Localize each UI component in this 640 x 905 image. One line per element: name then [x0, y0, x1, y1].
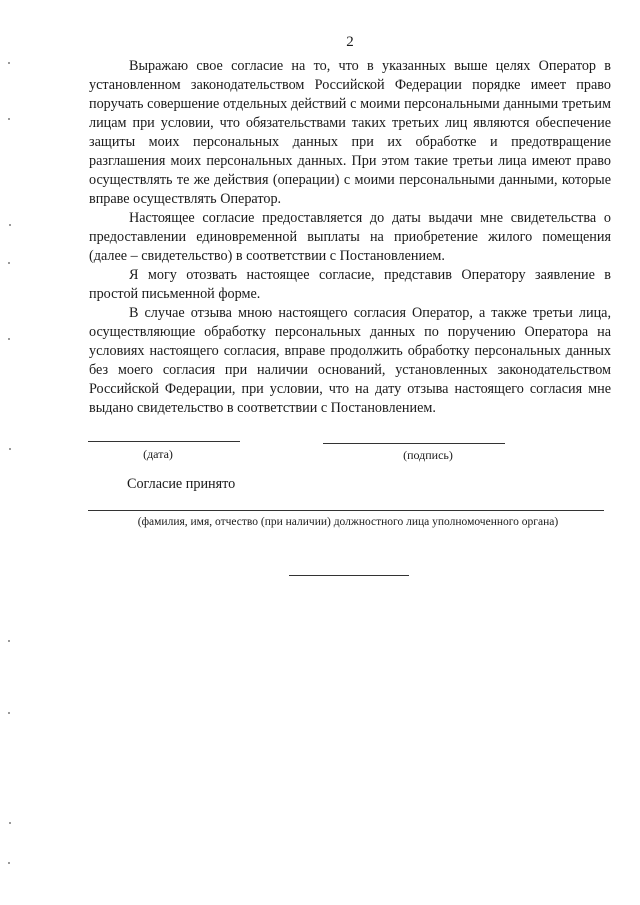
official-name-line[interactable]: [88, 510, 604, 511]
signature-line[interactable]: [323, 443, 505, 444]
scan-mark: [8, 862, 10, 864]
scan-mark: [8, 262, 10, 264]
scan-mark: [8, 640, 10, 642]
date-line[interactable]: [88, 441, 240, 442]
scan-mark: [9, 822, 11, 824]
scan-mark: [8, 338, 10, 340]
official-caption: (фамилия, имя, отчество (при наличии) должностного лица уполномоченного органа): [137, 516, 559, 528]
acceptance-title: Согласие принято: [127, 476, 236, 492]
page-number: 2: [346, 34, 354, 50]
scan-mark: [9, 448, 11, 450]
paragraph-third-parties: Выражаю свое согласие на то, что в указанных выше целях Оператор в установленном законодательством Российской Федерации порядке имеет право поручать совершение отдельных действий с моими персональными данными третьим лицам при условии, что обязательствами таких третьих лиц являются обеспечение защиты моих персональных данных при их обработке и предотвращение разглашения моих персональных данных. При этом такие третьи лица имеют право осуществлять те же действия (операции) с моими персональными данными, которые вправе осуществлять Оператор.: [89, 58, 611, 207]
paragraph-revocation: Я могу отозвать настоящее согласие, представив Оператору заявление в простой письменной форме.: [89, 267, 611, 302]
scan-mark: [8, 62, 10, 64]
scan-mark: [8, 118, 10, 120]
end-divider: [289, 575, 409, 576]
paragraph-validity: Настоящее согласие предоставляется до даты выдачи мне свидетельства о предоставлении единовременной выплаты на приобретение жилого помещения (далее – свидетельство) в соответствии с Постановлением.: [89, 210, 611, 264]
scan-mark: [9, 224, 11, 226]
consent-body: [89, 57, 611, 418]
paragraph-revocation-consequences: В случае отзыва мною настоящего согласия Оператор, а также третьи лица, осуществляющие обработку персональных данных по поручению Оператора на условиях настоящего согласия, вправе продолжить обработку персональных данных без моего согласия при наличии оснований, установленных законодательством Российской Федерации, при условии, что на дату отзыва настоящего согласия мне выдано свидетельство в соответствии с Постановлением.: [89, 305, 611, 416]
signature-caption: (подпись): [403, 448, 453, 462]
date-caption: (дата): [143, 447, 173, 461]
scan-mark: [8, 712, 10, 714]
